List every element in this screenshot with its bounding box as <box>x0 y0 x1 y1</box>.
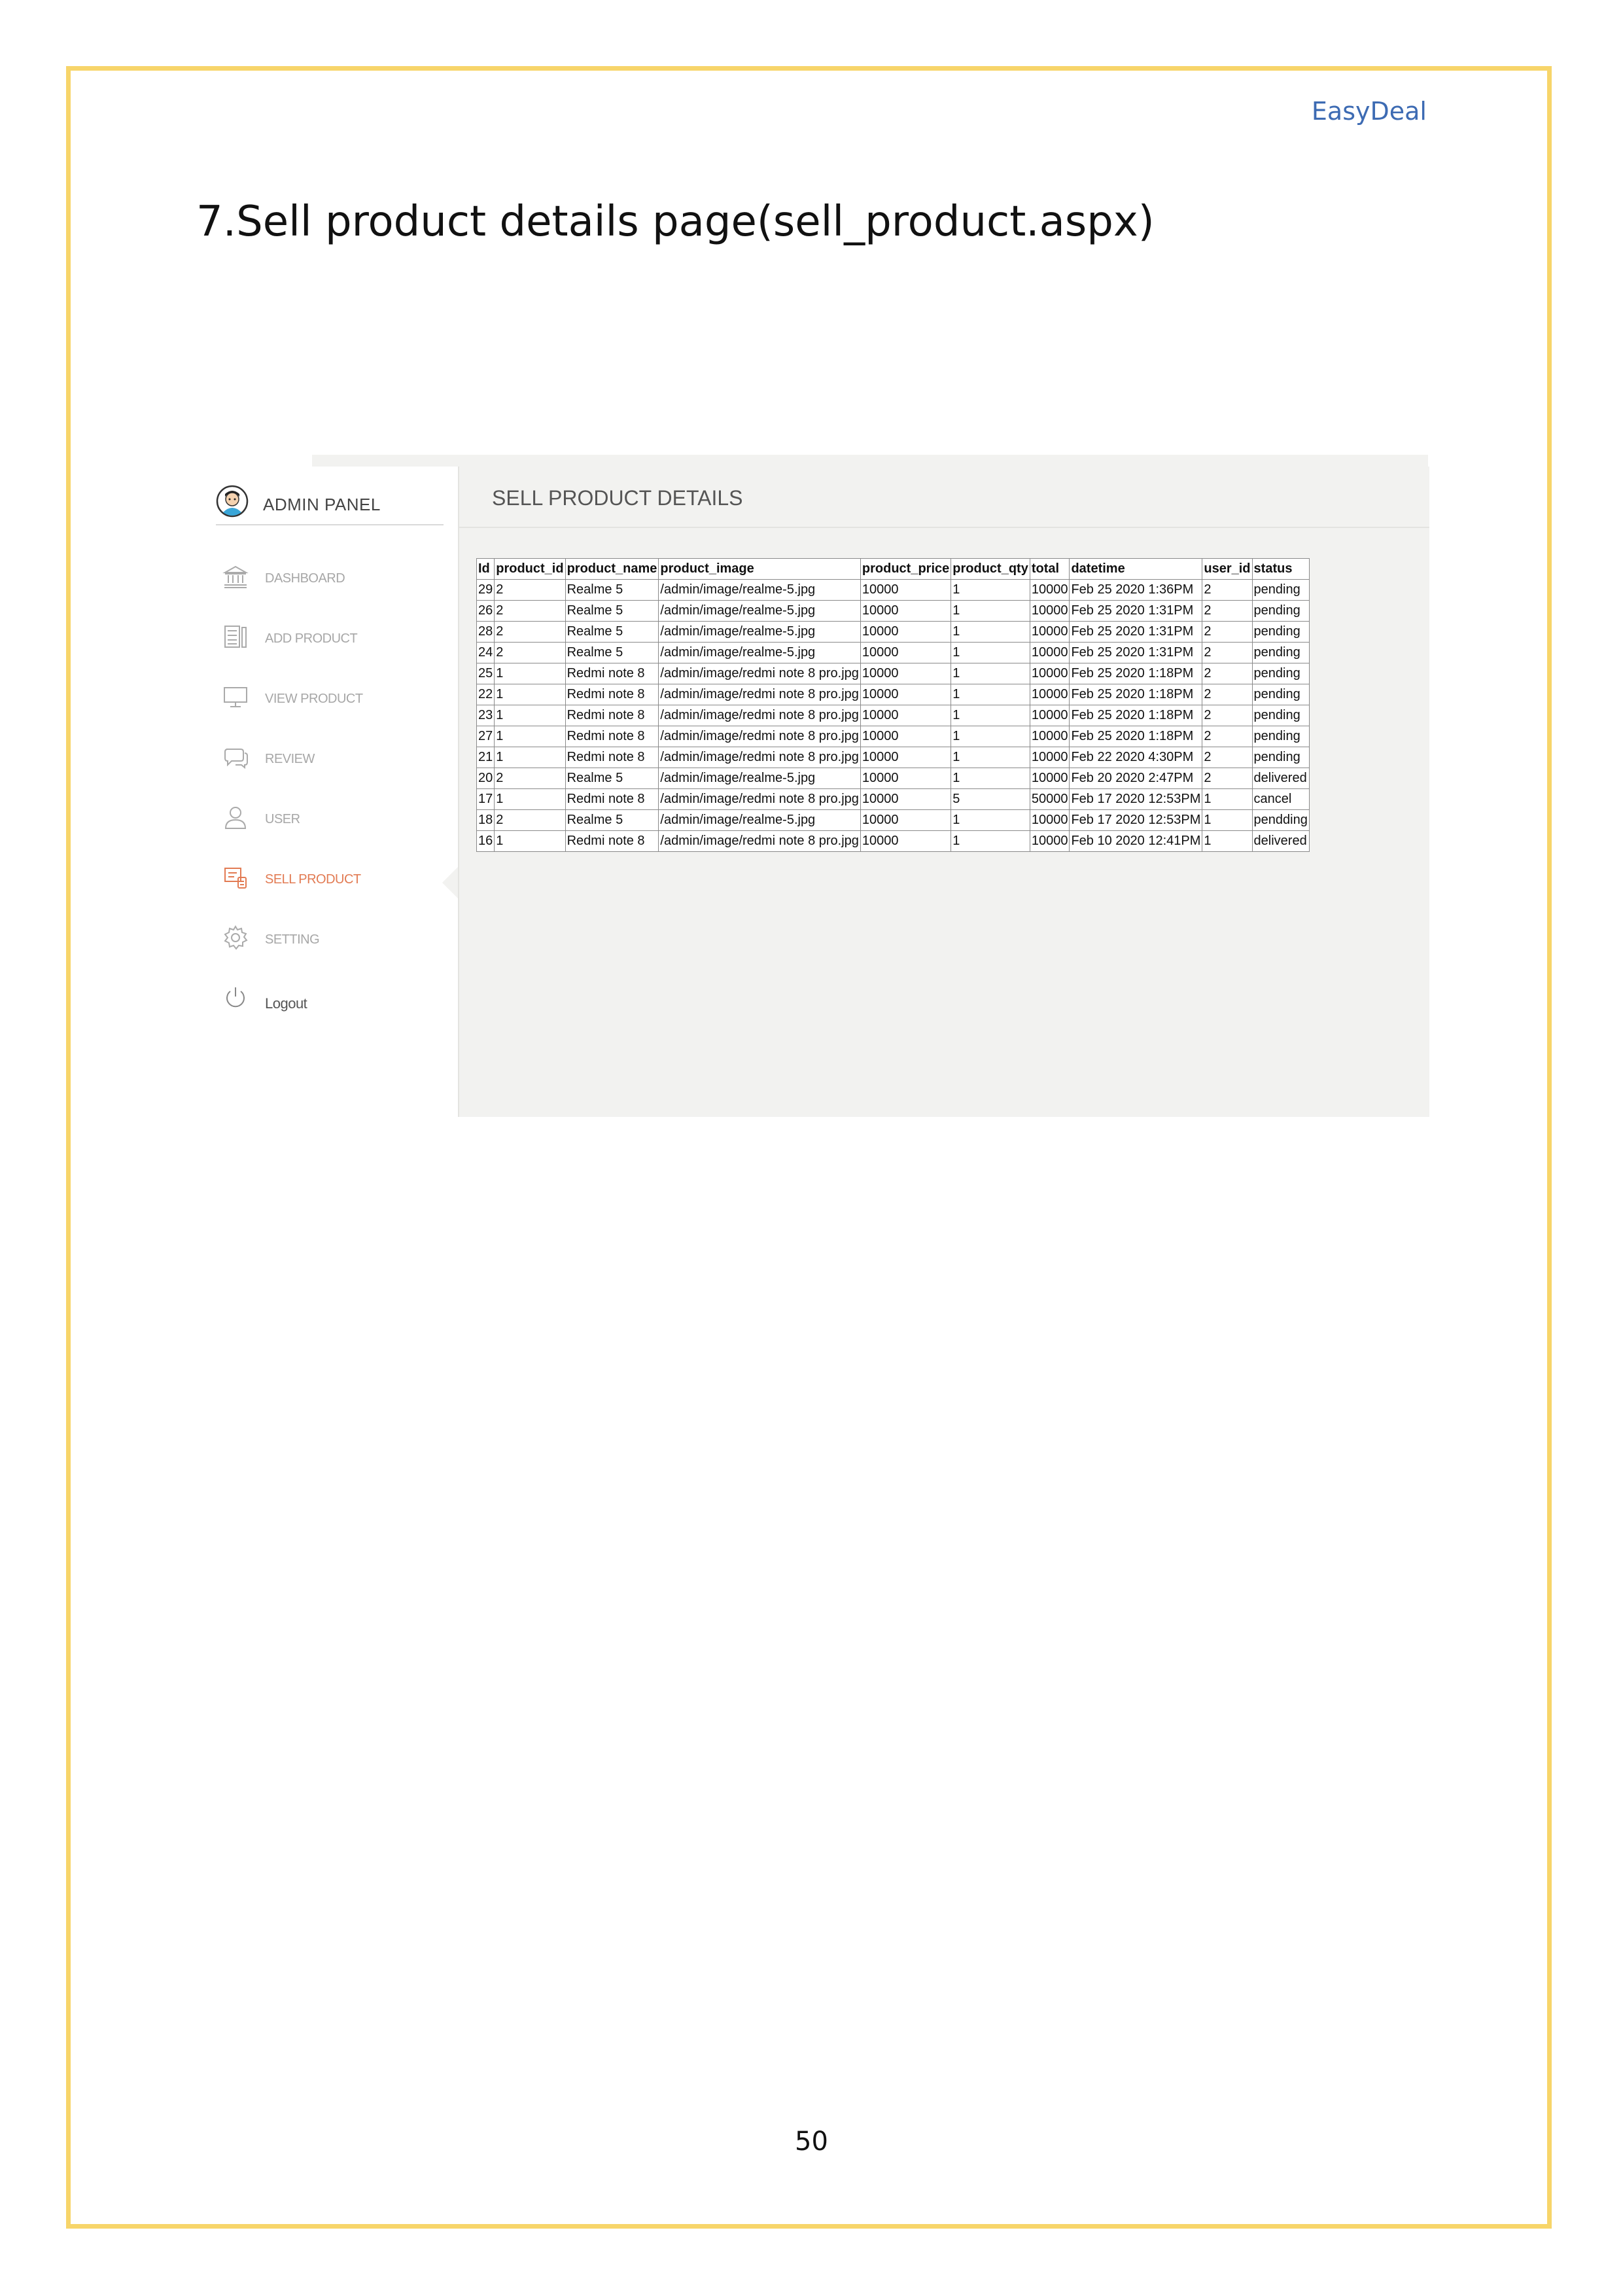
table-cell-product-name: Realme 5 <box>565 580 659 601</box>
table-cell-user-id: 2 <box>1202 663 1252 684</box>
table-cell-datetime: Feb 25 2020 1:18PM <box>1070 663 1202 684</box>
table-cell-product-image: /admin/image/realme-5.jpg <box>659 768 861 789</box>
table-cell-product-image: /admin/image/realme-5.jpg <box>659 643 861 663</box>
table-cell-product-price: 10000 <box>860 747 951 768</box>
table-cell-total: 50000 <box>1030 789 1070 810</box>
column-header-product-name: product_name <box>565 559 659 580</box>
table-cell-status: pending <box>1252 580 1309 601</box>
table-cell-id: 28 <box>477 622 495 643</box>
table-cell-product-id: 1 <box>495 726 565 747</box>
table-cell-product-name: Redmi note 8 <box>565 831 659 852</box>
bank-icon <box>222 563 249 590</box>
page-number: 50 <box>795 2127 828 2157</box>
sidebar-item-label: DASHBOARD <box>265 571 345 586</box>
table-cell-product-name: Redmi note 8 <box>565 684 659 705</box>
table-row <box>477 622 1310 643</box>
sidebar-item-label: ADD PRODUCT <box>265 631 358 646</box>
table-body <box>477 580 1310 852</box>
table-cell-datetime: Feb 17 2020 12:53PM <box>1070 810 1202 831</box>
table-cell-product-name: Realme 5 <box>565 768 659 789</box>
sidebar-item-label: REVIEW <box>265 752 315 766</box>
table-row <box>477 643 1310 663</box>
table-cell-status: pendding <box>1252 810 1309 831</box>
main-content <box>458 467 1429 1117</box>
table-cell-product-name: Redmi note 8 <box>565 663 659 684</box>
table-cell-datetime: Feb 25 2020 1:18PM <box>1070 726 1202 747</box>
sidebar-item-label: SETTING <box>265 932 320 947</box>
sidebar-item-dashboard[interactable] <box>196 552 458 612</box>
table-cell-total: 10000 <box>1030 831 1070 852</box>
table-cell-datetime: Feb 25 2020 1:31PM <box>1070 601 1202 622</box>
table-cell-id: 29 <box>477 580 495 601</box>
admin-screenshot <box>196 455 1428 1117</box>
table-cell-product-qty: 1 <box>951 601 1030 622</box>
table-cell-product-qty: 1 <box>951 768 1030 789</box>
table-row <box>477 580 1310 601</box>
sidebar-item-setting[interactable] <box>196 913 458 973</box>
table-cell-user-id: 1 <box>1202 831 1252 852</box>
table-cell-product-qty: 1 <box>951 810 1030 831</box>
table-cell-product-name: Redmi note 8 <box>565 705 659 726</box>
table-cell-product-price: 10000 <box>860 810 951 831</box>
table-row <box>477 768 1310 789</box>
table-cell-product-price: 10000 <box>860 643 951 663</box>
table-cell-product-price: 10000 <box>860 831 951 852</box>
page-title: SELL PRODUCT DETAILS <box>492 486 743 510</box>
table-cell-product-id: 1 <box>495 663 565 684</box>
column-header-product-price: product_price <box>860 559 951 580</box>
table-cell-product-image: /admin/image/redmi note 8 pro.jpg <box>659 747 861 768</box>
column-header-user-id: user_id <box>1202 559 1252 580</box>
table-cell-product-id: 2 <box>495 601 565 622</box>
table-cell-product-name: Redmi note 8 <box>565 789 659 810</box>
table-cell-total: 10000 <box>1030 643 1070 663</box>
sidebar-item-label: USER <box>265 812 300 826</box>
table-cell-product-image: /admin/image/realme-5.jpg <box>659 601 861 622</box>
table-cell-product-image: /admin/image/redmi note 8 pro.jpg <box>659 831 861 852</box>
table-cell-product-id: 2 <box>495 768 565 789</box>
sidebar-item-add-product[interactable] <box>196 612 458 672</box>
top-bar <box>312 455 1428 468</box>
table-cell-product-price: 10000 <box>860 726 951 747</box>
sell-box-icon <box>222 864 249 891</box>
sidebar-item-user[interactable] <box>196 792 458 853</box>
page-border <box>66 66 1552 2229</box>
table-cell-product-price: 10000 <box>860 768 951 789</box>
list-add-icon <box>222 624 249 650</box>
column-header-id: Id <box>477 559 495 580</box>
table-cell-total: 10000 <box>1030 663 1070 684</box>
table-cell-id: 21 <box>477 747 495 768</box>
sidebar-item-label: VIEW PRODUCT <box>265 692 363 706</box>
table-cell-datetime: Feb 25 2020 1:36PM <box>1070 580 1202 601</box>
table-cell-user-id: 2 <box>1202 643 1252 663</box>
table-cell-id: 25 <box>477 663 495 684</box>
table-cell-id: 22 <box>477 684 495 705</box>
title-divider <box>459 527 1429 528</box>
sidebar-nav <box>196 552 458 1033</box>
table-cell-datetime: Feb 25 2020 1:31PM <box>1070 643 1202 663</box>
table-cell-product-name: Realme 5 <box>565 810 659 831</box>
table-cell-total: 10000 <box>1030 622 1070 643</box>
table-cell-datetime: Feb 10 2020 12:41PM <box>1070 831 1202 852</box>
table-cell-product-price: 10000 <box>860 663 951 684</box>
table-cell-product-qty: 1 <box>951 663 1030 684</box>
table-cell-product-name: Realme 5 <box>565 643 659 663</box>
table-row <box>477 726 1310 747</box>
table-cell-product-image: /admin/image/redmi note 8 pro.jpg <box>659 726 861 747</box>
gear-icon <box>222 925 249 951</box>
table-cell-product-price: 10000 <box>860 580 951 601</box>
header-brand: EasyDeal <box>1311 97 1427 126</box>
power-icon <box>222 985 249 1011</box>
chat-bubbles-icon <box>222 744 249 770</box>
table-cell-status: pending <box>1252 726 1309 747</box>
table-cell-product-price: 10000 <box>860 705 951 726</box>
table-cell-id: 17 <box>477 789 495 810</box>
table-cell-user-id: 2 <box>1202 601 1252 622</box>
table-cell-datetime: Feb 20 2020 2:47PM <box>1070 768 1202 789</box>
logout-label: Logout <box>265 995 307 1012</box>
table-cell-user-id: 2 <box>1202 580 1252 601</box>
table-cell-total: 10000 <box>1030 601 1070 622</box>
table-cell-product-qty: 5 <box>951 789 1030 810</box>
table-cell-product-id: 2 <box>495 580 565 601</box>
table-cell-product-id: 1 <box>495 831 565 852</box>
table-cell-status: pending <box>1252 663 1309 684</box>
sidebar-item-label: SELL PRODUCT <box>265 872 361 887</box>
admin-panel-title: ADMIN PANEL <box>263 495 381 514</box>
table-cell-id: 27 <box>477 726 495 747</box>
table-cell-user-id: 2 <box>1202 684 1252 705</box>
table-cell-product-id: 1 <box>495 789 565 810</box>
table-row <box>477 789 1310 810</box>
section-heading: 7.Sell product details page(sell_product.aspx) <box>196 198 1155 246</box>
table-cell-user-id: 2 <box>1202 622 1252 643</box>
table-row <box>477 684 1310 705</box>
table-cell-total: 10000 <box>1030 580 1070 601</box>
table-cell-total: 10000 <box>1030 768 1070 789</box>
table-cell-product-qty: 1 <box>951 684 1030 705</box>
table-cell-datetime: Feb 25 2020 1:31PM <box>1070 622 1202 643</box>
table-cell-status: pending <box>1252 684 1309 705</box>
table-cell-product-image: /admin/image/realme-5.jpg <box>659 580 861 601</box>
column-header-datetime: datetime <box>1070 559 1202 580</box>
table-cell-product-image: /admin/image/redmi note 8 pro.jpg <box>659 684 861 705</box>
table-cell-product-qty: 1 <box>951 643 1030 663</box>
table-cell-product-qty: 1 <box>951 705 1030 726</box>
table-row <box>477 705 1310 726</box>
table-cell-product-id: 1 <box>495 747 565 768</box>
table-row <box>477 601 1310 622</box>
user-icon <box>222 804 249 830</box>
table-cell-user-id: 2 <box>1202 768 1252 789</box>
table-cell-datetime: Feb 25 2020 1:18PM <box>1070 705 1202 726</box>
monitor-icon <box>222 684 249 710</box>
table-cell-product-image: /admin/image/redmi note 8 pro.jpg <box>659 789 861 810</box>
table-cell-product-name: Redmi note 8 <box>565 726 659 747</box>
table-row <box>477 663 1310 684</box>
table-cell-product-qty: 1 <box>951 622 1030 643</box>
table-cell-product-name: Redmi note 8 <box>565 747 659 768</box>
table-cell-id: 16 <box>477 831 495 852</box>
table-cell-id: 23 <box>477 705 495 726</box>
table-cell-product-id: 1 <box>495 684 565 705</box>
table-cell-datetime: Feb 17 2020 12:53PM <box>1070 789 1202 810</box>
table-cell-product-qty: 1 <box>951 726 1030 747</box>
table-header-row <box>477 559 1310 580</box>
table-row <box>477 747 1310 768</box>
table-cell-product-qty: 1 <box>951 747 1030 768</box>
table-cell-id: 24 <box>477 643 495 663</box>
table-cell-product-id: 2 <box>495 810 565 831</box>
table-cell-user-id: 2 <box>1202 705 1252 726</box>
table-cell-total: 10000 <box>1030 705 1070 726</box>
table-cell-datetime: Feb 25 2020 1:18PM <box>1070 684 1202 705</box>
table-cell-product-qty: 1 <box>951 831 1030 852</box>
column-header-product-qty: product_qty <box>951 559 1030 580</box>
table-cell-status: pending <box>1252 622 1309 643</box>
table-row <box>477 831 1310 852</box>
table-cell-total: 10000 <box>1030 810 1070 831</box>
table-cell-status: delivered <box>1252 831 1309 852</box>
column-header-status: status <box>1252 559 1309 580</box>
table-cell-datetime: Feb 22 2020 4:30PM <box>1070 747 1202 768</box>
admin-panel-header <box>216 478 444 525</box>
sidebar-item-view-product[interactable] <box>196 672 458 732</box>
table-cell-total: 10000 <box>1030 684 1070 705</box>
table-row <box>477 810 1310 831</box>
table-cell-user-id: 2 <box>1202 726 1252 747</box>
table-cell-user-id: 1 <box>1202 789 1252 810</box>
column-header-total: total <box>1030 559 1070 580</box>
sidebar-item-review[interactable] <box>196 732 458 792</box>
table-cell-status: cancel <box>1252 789 1309 810</box>
table-cell-product-price: 10000 <box>860 684 951 705</box>
table-cell-product-price: 10000 <box>860 622 951 643</box>
table-cell-product-price: 10000 <box>860 601 951 622</box>
table-cell-status: pending <box>1252 643 1309 663</box>
table-cell-id: 20 <box>477 768 495 789</box>
table-cell-total: 10000 <box>1030 747 1070 768</box>
table-cell-product-image: /admin/image/redmi note 8 pro.jpg <box>659 663 861 684</box>
table-cell-product-id: 1 <box>495 705 565 726</box>
table-cell-total: 10000 <box>1030 726 1070 747</box>
avatar-icon <box>216 485 249 518</box>
table-cell-user-id: 2 <box>1202 747 1252 768</box>
table-cell-id: 26 <box>477 601 495 622</box>
table-cell-status: delivered <box>1252 768 1309 789</box>
sidebar <box>196 467 458 1117</box>
column-header-product-id: product_id <box>495 559 565 580</box>
table-cell-status: pending <box>1252 705 1309 726</box>
sell-product-table <box>476 558 1310 852</box>
sidebar-item-sell-product[interactable] <box>196 853 458 913</box>
table-cell-status: pending <box>1252 601 1309 622</box>
table-cell-product-name: Realme 5 <box>565 601 659 622</box>
table-cell-product-qty: 1 <box>951 580 1030 601</box>
table-cell-id: 18 <box>477 810 495 831</box>
table-cell-product-name: Realme 5 <box>565 622 659 643</box>
active-indicator <box>442 867 458 898</box>
column-header-product-image: product_image <box>659 559 861 580</box>
logout-button[interactable] <box>196 973 458 1033</box>
table-cell-product-price: 10000 <box>860 789 951 810</box>
table-cell-status: pending <box>1252 747 1309 768</box>
table-cell-product-id: 2 <box>495 643 565 663</box>
table-cell-user-id: 1 <box>1202 810 1252 831</box>
table-cell-product-id: 2 <box>495 622 565 643</box>
table-cell-product-image: /admin/image/realme-5.jpg <box>659 622 861 643</box>
table-cell-product-image: /admin/image/redmi note 8 pro.jpg <box>659 705 861 726</box>
table-cell-product-image: /admin/image/realme-5.jpg <box>659 810 861 831</box>
